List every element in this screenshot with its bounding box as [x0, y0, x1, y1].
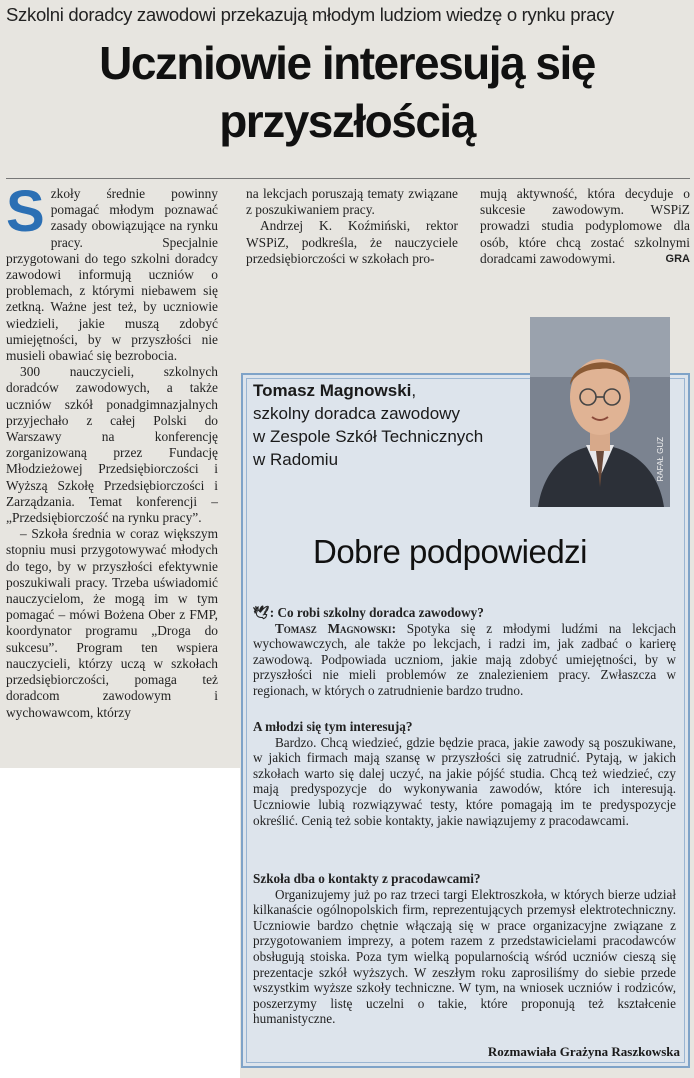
drop-cap: S	[6, 179, 45, 244]
question-text: : Co robi szkolny doradca zawodowy?	[269, 605, 484, 620]
interviewee-name: Tomasz Magnowski	[253, 381, 412, 400]
headline-line-2: przyszłością	[219, 95, 475, 147]
interview-box	[241, 373, 690, 1068]
photo-credit: RAFAŁ GUZ	[656, 437, 665, 482]
qa-block-1	[253, 605, 676, 699]
article-column-2	[246, 186, 458, 267]
question: A młodzi się tym interesują?	[253, 719, 413, 734]
qa-block-2	[253, 719, 676, 828]
interviewee-city: w Radomiu	[253, 450, 339, 469]
paragraph	[480, 186, 690, 267]
portrait-photo	[530, 317, 670, 507]
interviewee-school: w Zespole Szkół Technicznych	[253, 427, 484, 446]
interviewer-signoff: Rozmawiała Grażyna Raszkowska	[487, 1044, 680, 1059]
paragraph: – Szkoła średnia w coraz większym stopniu musi przygotowywać młodych do tego, by w przyszłości efektywnie poszukiwali pracy. Trzeba uświadomić nauczycielom, że mogą im w tym pomagać – mówi Bożena Ober z FMP, koordynator programu „Droga do sukcesu”. Program ten wspiera nauczycieli, którzy uczą w szkołach przedsiębiorczości, pomaga też doradcom zawodowym i wychowawcom, którzy	[6, 526, 218, 720]
interview-title: Dobre podpowiedzi	[313, 533, 588, 570]
qa-block-3	[253, 871, 676, 1027]
paragraph: 300 nauczycieli, szkolnych doradców zawodowych, a także uczniów szkół ponadgimnazjalnych przyjechało z całej Polski do Warszawy na konferencję zorganizowaną przez Fundację Młodzieżowej Przedsiębiorczości i Wyższą Szkołę Przedsiębiorczości i Zarządzania. Temat konferencji – „Przedsiębiorczość na rynku pracy”.	[6, 364, 218, 526]
lead-paragraph	[6, 179, 218, 364]
question: Szkoła dba o kontakty z pracodawcami?	[253, 871, 481, 886]
bird-icon: 🕊	[253, 605, 270, 620]
answer-speaker: Tomasz Magnowski:	[275, 620, 396, 636]
headline-divider	[6, 178, 690, 179]
article-headline	[40, 34, 654, 150]
author-tag: GRA	[665, 252, 690, 265]
answer-text: Spotyka się z młodymi ludźmi na lekcjach wychowawczych, ale także po lekcjach, i radzi im, jak zadbać o karierę zawodową. Podpowiada uczniom, jakie mają zdobyć umiejętności, by w przyszłości nie mieli problemów ze znalezieniem pracy. Zwłaszcza w regionach, w których o zatrudnienie bardzo trudno.	[253, 620, 676, 698]
paragraph: na lekcjach poruszają tematy związane z poszukiwaniem pracy.	[246, 186, 458, 218]
portrait-illustration	[530, 317, 670, 507]
paragraph-text: mują aktywność, która decyduje o sukcesie zawodowym. WSPiZ prowadzi studia podyplomowe dla osób, które chcą zostać szkolnymi doradcami zawodowymi.	[480, 186, 690, 266]
answer: Organizujemy już po raz trzeci targi Elektroszkoła, w których bierze udział kilkanaście ogólnopolskich firm, reprezentujących przemysł elektrotechniczny. Uczniowie bardzo chętnie włączają się w prace organizacyjne związane z przygotowaniem imprezy, a potem razem z przedstawicielami pracodawców obsługują stoiska. Poza tym wielką popularnością wśród uczniów cieszą się prezentacje szkół wyższych. W zeszłym roku zaprosiliśmy do siebie przede wszystkim wyższe szkoły techniczne. W tym, na wniosek uczniów i rodziców, poszerzymy listę uczelni o takie, które proponują też kształcenie humanistyczne.	[253, 886, 676, 1027]
interviewee-block	[253, 379, 483, 471]
article-kicker: Szkolni doradcy zawodowi przekazują młodym ludziom wiedzę o rynku pracy	[6, 4, 614, 25]
article-column-3	[480, 186, 690, 267]
answer: Bardzo. Chcą wiedzieć, gdzie będzie praca, jakie zawody są poszukiwane, w jakich firmach mają szansę w przyszłości się zatrudnić. Pytają, w jakich szkołach warto się dalej uczyć, na jakie pójść studia. Chcą też wiedzieć, czy mają predyspozycje do wykonywania zawodów, które ich interesują. Uczniowie lubią rozwiązywać testy, które pomagają im te predyspozycje określić. Cenią też sobie kontakty, jakie nawiązujemy z pracodawcami.	[253, 734, 676, 828]
lead-text: zkoły średnie powinny pomagać młodym poznawać zasady obowiązujące na rynku pracy. Specjalnie przygotowani do tego szkolni doradcy zawodowi informują uczniów o problemach, z którymi niebawem się zetkną. Ważne jest też, by uczniowie wiedzieli, jakie muszą zdobyć umiejętności, by w przyszłości nie musieli obawiać się bezrobocia.	[6, 186, 218, 364]
headline-line-1: Uczniowie interesują się	[99, 37, 595, 89]
paragraph: Andrzej K. Koźmiński, rektor WSPiZ, podkreśla, że nauczyciele przedsiębiorczości w szkołach pro-	[246, 218, 458, 266]
article-column-1	[6, 179, 218, 721]
answer	[253, 621, 676, 699]
name-comma: ,	[411, 381, 417, 400]
interviewee-role: szkolny doradca zawodowy	[253, 404, 460, 423]
question	[253, 605, 676, 621]
